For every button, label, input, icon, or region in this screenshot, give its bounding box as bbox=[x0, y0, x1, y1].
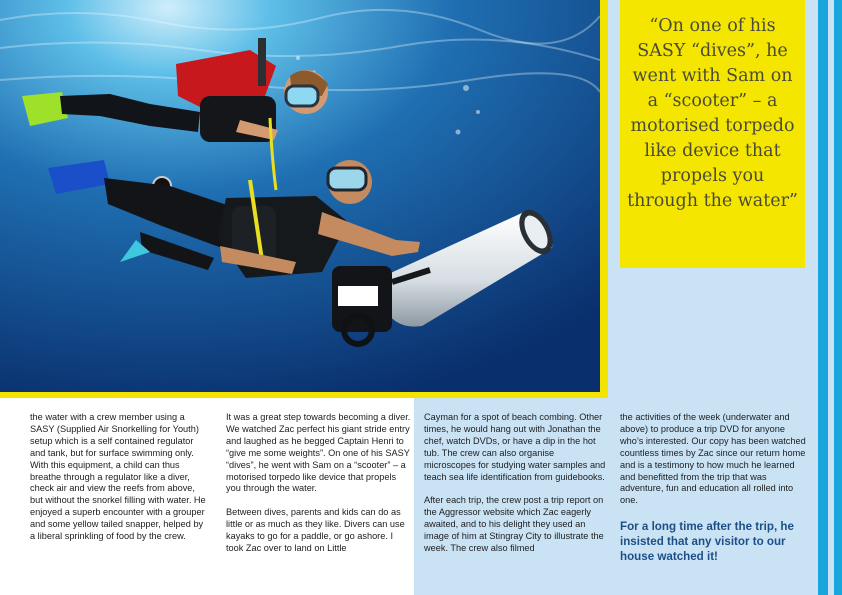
photo-frame bbox=[0, 0, 608, 398]
paragraph: After each trip, the crew post a trip report on the Aggressor website which Zac eagerly awaited, and to his delight they used an image of him at Stingray City to illustrate the week. The crew also filmed bbox=[424, 495, 604, 554]
closing-statement: For a long time after the trip, he insisted that any visitor to our house watched it! bbox=[620, 520, 794, 564]
paragraph: Between dives, parents and kids can do as little or as much as they like. Divers can use kayaks to go for a paddle, or go ashore. I took Zac over to land on Little bbox=[226, 507, 405, 554]
paragraph: the water with a crew member using a SASY (Supplied Air Snorkelling for Youth) setup which is a self contained regulator and tank, but for surface swimming only. With this equipment, a child can thus breathe through a regulator like a diver, check air and view the reefs from above, but without the snorkel filling with water. He enjoyed a superb encounter with a grouper and some yellow tailed snapper, helped by a liberal sprinkling of food by the crew. bbox=[30, 412, 206, 542]
pull-quote: “On one of his SASY “dives”, he went with Sam on a “scooter” – a motorised torpedo like device that propels you through the water” bbox=[627, 16, 798, 211]
article-column-3 bbox=[424, 412, 608, 567]
article-column-2 bbox=[226, 412, 412, 567]
paragraph: the activities of the week (underwater and above) to produce a trip DVD for anyone who’s interested. Our copy has been watched countless times by Zac since our return home and is a testimony to how much he learned and benefitted from the trip that was adventure, fun and education all rolled into one. bbox=[620, 412, 806, 506]
underwater-scene bbox=[0, 0, 600, 392]
article-column-1 bbox=[30, 412, 208, 555]
paragraph: Cayman for a spot of beach combing. Other times, he would hang out with Jonathan the chef, watch DVDs, or have a dip in the hot tub. The crew can also organise microscopes for studying water samples and teach sea life identification from guidebooks. bbox=[424, 412, 606, 482]
dive-photo bbox=[0, 0, 600, 392]
article-column-4 bbox=[620, 412, 806, 576]
pull-quote-box bbox=[620, 0, 805, 268]
edge-stripe bbox=[818, 0, 828, 595]
paragraph: It was a great step towards becoming a diver. We watched Zac perfect his giant stride entry and laughed as he begged Captain Henri to “give me some weights”. On one of his SASY “dives”, he went with Sam on a “scooter” – a motorised torpedo like device that propels you through the water. bbox=[226, 412, 411, 494]
edge-stripe bbox=[834, 0, 842, 595]
